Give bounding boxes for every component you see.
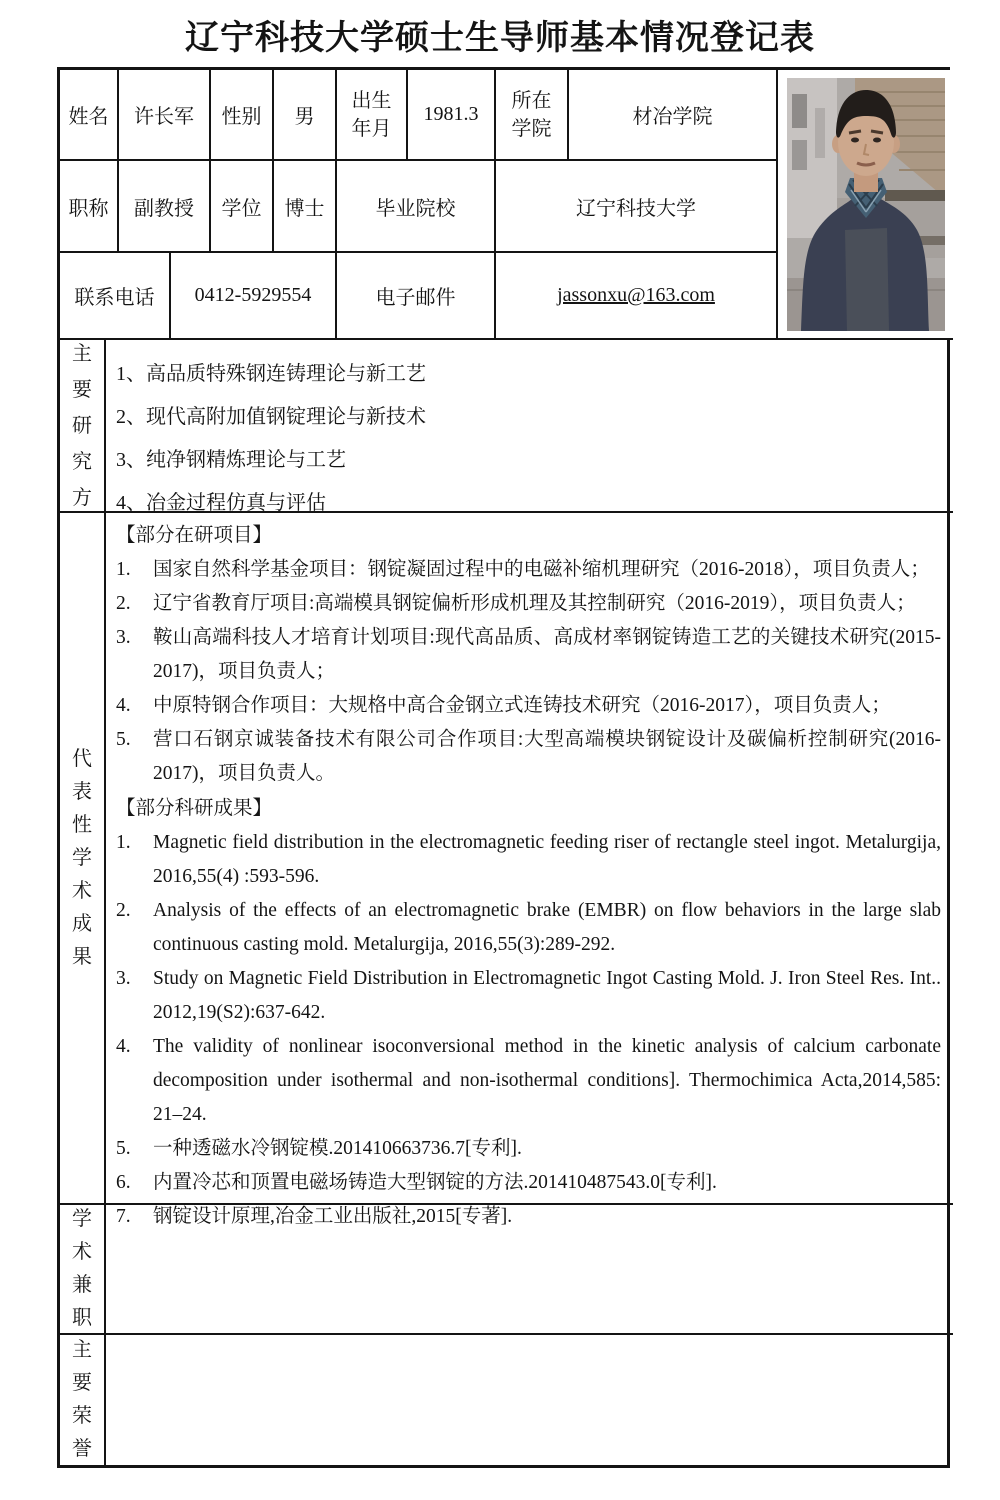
- achievements-section-label: 代表性学术成果: [60, 513, 106, 1205]
- project-item: 1. 国家自然科学基金项目：钢锭凝固过程中的电磁补缩机理研究（2016-2018），项目负责人；: [116, 559, 930, 580]
- name-value: 许长军: [119, 70, 211, 161]
- results-heading: 【部分科研成果】: [116, 798, 273, 819]
- gender-label: 性别: [211, 70, 274, 161]
- result-item: 7. 钢锭设计原理,冶金工业出版社,2015[专著].: [116, 1206, 513, 1227]
- page-title: 辽宁科技大学硕士生导师基本情况登记表: [185, 20, 815, 57]
- birth-label: 出生年月: [337, 70, 408, 161]
- result-item: 5. 一种透磁水冷钢锭模.201410663736.7[专利].: [116, 1138, 522, 1159]
- project-item: 2. 辽宁省教育厅项目:高端模具钢锭偏析形成机理及其控制研究（2016-2019），项目负责人；: [116, 593, 916, 614]
- result-item: 6. 内置冷芯和顶置电磁场铸造大型钢锭的方法.201410487543.0[专利].: [116, 1172, 717, 1193]
- portrait-photo-graphic: [787, 78, 945, 331]
- research-item: 2、现代高附加值钢锭理论与新技术: [116, 406, 426, 428]
- research-section-label: 主要研究方: [60, 340, 106, 513]
- result-item: 4. The validity of nonlinear isoconversional method in the kinetic analysis of calcium carbonate decomposition under isothermal and non-isothermal conditions]. Thermochimica Acta,2014,585: 21–24.: [116, 1036, 941, 1125]
- result-item: 3. Study on Magnetic Field Distribution in Electromagnetic Ingot Casting Mold. J. Iron Steel Res. Int.. 2012,19(S2):637-642.: [116, 968, 941, 1023]
- birth-value: 1981.3: [408, 70, 496, 161]
- parttime-section-content: [106, 1205, 953, 1335]
- phone-value: 0412-5929554: [171, 253, 337, 340]
- research-item: 1、高品质特殊钢连铸理论与新工艺: [116, 363, 426, 385]
- project-item: 3. 鞍山高端科技人才培育计划项目:现代高品质、高成材率钢锭铸造工艺的关键技术研究(2015-2017)，项目负责人；: [116, 627, 941, 682]
- honors-section-label: 主要荣誉: [60, 1335, 106, 1465]
- college-label: 所在学院: [496, 70, 569, 161]
- email-link-cell: [496, 253, 778, 340]
- email-label: 电子邮件: [337, 253, 496, 340]
- project-item: 4. 中原特钢合作项目：大规格中高合金钢立式连铸技术研究（2016-2017），项目负责人；: [116, 695, 891, 716]
- portrait-photo: [787, 78, 945, 331]
- job-title-label: 职称: [60, 161, 119, 253]
- result-item: 1. Magnetic field distribution in the electromagnetic feeding riser of rectangle steel ingot. Metalurgija, 2016,55(4) :593-596.: [116, 832, 941, 887]
- project-item: 5. 营口石钢京诚装备技术有限公司合作项目:大型高端模块钢锭设计及碳偏析控制研究(2016-2017)，项目负责人。: [116, 729, 941, 784]
- school-value: 辽宁科技大学: [496, 161, 778, 253]
- registration-table: [57, 67, 950, 1468]
- school-label: 毕业院校: [337, 161, 496, 253]
- gender-value: 男: [274, 70, 337, 161]
- degree-value: 博士: [274, 161, 337, 253]
- name-label: 姓名: [60, 70, 119, 161]
- parttime-section-label: 学术兼职: [60, 1205, 106, 1335]
- college-value: 材冶学院: [569, 70, 778, 161]
- honors-section-content: [106, 1335, 953, 1465]
- photo-cell: [778, 70, 953, 340]
- research-section-content: [106, 340, 953, 513]
- degree-label: 学位: [211, 161, 274, 253]
- email-link[interactable]: jassonxu@163.com: [557, 284, 715, 306]
- job-title-value: 副教授: [119, 161, 211, 253]
- achievements-section-content: [106, 513, 953, 1227]
- result-item: 2. Analysis of the effects of an electromagnetic brake (EMBR) on flow behaviors in the large slab continuous casting mold. Metalurgija, 2016,55(3):289-292.: [116, 900, 941, 955]
- research-item: 4、冶金过程仿真与评估: [116, 492, 326, 514]
- research-item: 3、纯净钢精炼理论与工艺: [116, 449, 346, 471]
- projects-heading: 【部分在研项目】: [116, 525, 273, 546]
- phone-label: 联系电话: [60, 253, 171, 340]
